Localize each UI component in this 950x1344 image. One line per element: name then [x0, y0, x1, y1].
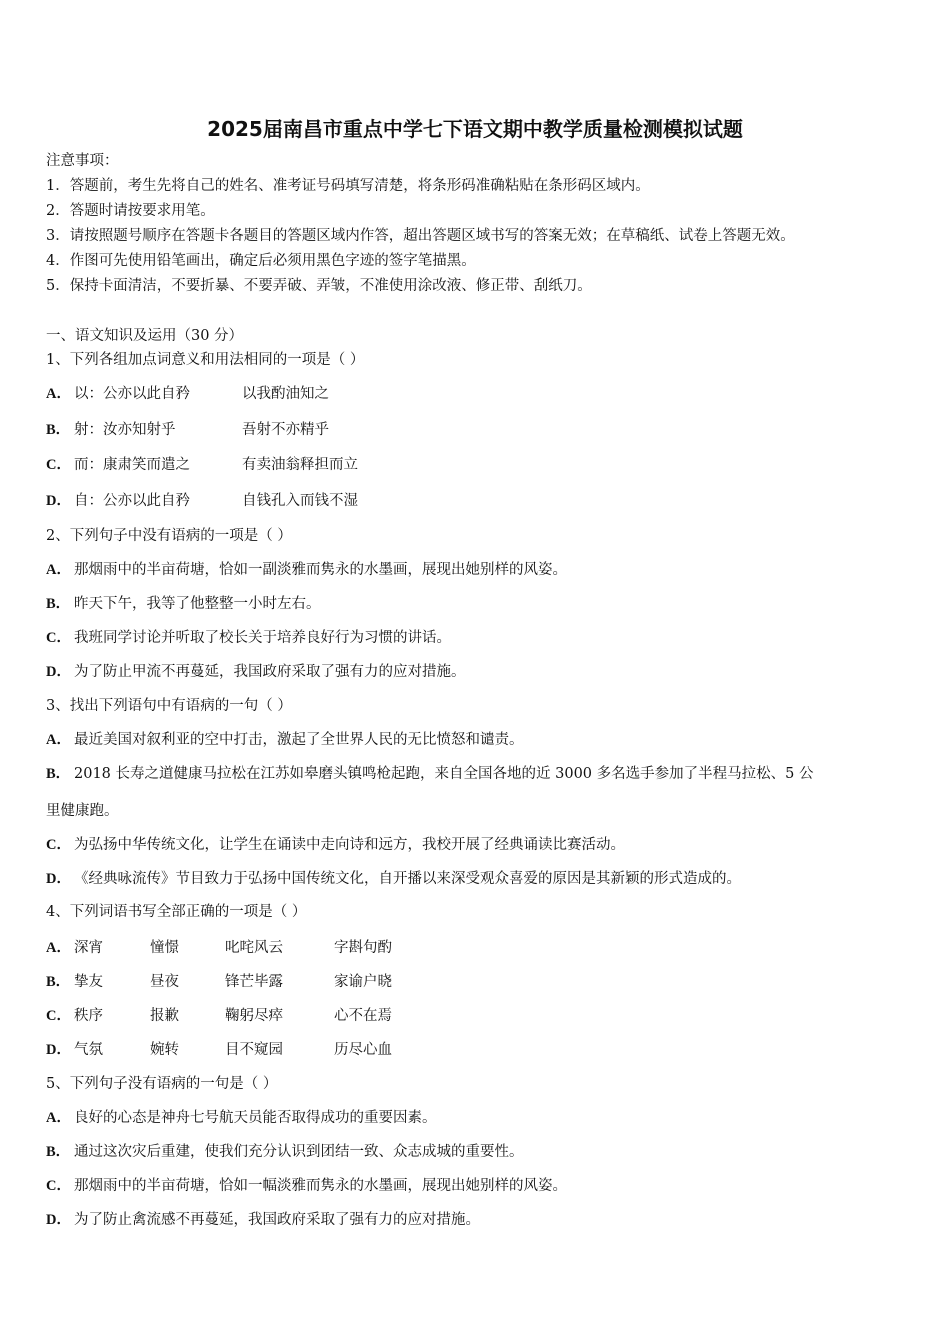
notice-item: 5．保持卡面清洁，不要折暴、不要弄破、弄皱，不准使用涂改液、修正带、刮纸刀。 [46, 278, 592, 294]
option-label: D． [46, 1042, 71, 1058]
word: 锋芒毕露 [225, 974, 283, 990]
option-label: B． [46, 596, 71, 612]
q3-option-a [46, 730, 524, 750]
q2-option-a [46, 560, 567, 580]
q4-option-c [46, 1006, 392, 1026]
notice-heading: 注意事项： [46, 153, 119, 169]
q4-option-a [46, 938, 392, 958]
option-label: A． [46, 940, 71, 956]
option-label: B． [46, 1144, 71, 1160]
option-text: 昨天下午，我等了他整整一小时左右。 [74, 596, 321, 612]
option-text: 《经典咏流传》节目致力于弘扬中国传统文化，自开播以来深受观众喜爱的原因是其新颖的形式造成的。 [74, 871, 741, 887]
q2-option-d [46, 662, 466, 682]
question-2-stem: 2、下列句子中没有语病的一项是（ ） [46, 528, 292, 544]
option-text: 良好的心态是神舟七号航天员能否取得成功的重要因素。 [74, 1110, 437, 1126]
question-4-stem: 4、下列词语书写全部正确的一项是（ ） [46, 904, 307, 920]
q4-option-d [46, 1040, 392, 1060]
option-left: 以：公亦以此自矜 [74, 386, 190, 402]
word: 历尽心血 [334, 1042, 392, 1058]
question-1-stem: 1、下列各组加点词意义和用法相同的一项是（ ） [46, 352, 365, 368]
notice-item: 4．作图可先使用铅笔画出，确定后必须用黑色字迹的签字笔描黑。 [46, 253, 476, 269]
q5-option-b [46, 1142, 524, 1162]
option-text: 我班同学讨论并听取了校长关于培养良好行为习惯的讲话。 [74, 630, 451, 646]
option-text: 那烟雨中的半亩荷塘，恰如一幅淡雅而隽永的水墨画，展现出她别样的风姿。 [74, 1178, 567, 1194]
q5-option-a [46, 1108, 437, 1128]
q1-option-c [46, 455, 358, 475]
option-label: A． [46, 562, 71, 578]
word: 深宵 [74, 940, 103, 956]
option-label: D． [46, 871, 71, 887]
option-label: D． [46, 664, 71, 680]
option-label: D． [46, 493, 71, 509]
option-label: B． [46, 766, 71, 782]
option-label: A． [46, 1110, 71, 1126]
q3-option-d [46, 869, 741, 889]
q1-option-d [46, 491, 358, 511]
option-label: A． [46, 732, 71, 748]
option-text: 最近美国对叙利亚的空中打击，激起了全世界人民的无比愤怒和谴责。 [74, 732, 524, 748]
word: 憧憬 [150, 940, 179, 956]
q5-option-c [46, 1176, 567, 1196]
word: 目不窥园 [225, 1042, 283, 1058]
q3-option-b-cont [46, 801, 119, 821]
option-label: C． [46, 1178, 71, 1194]
option-text: 2018 长寿之道健康马拉松在江苏如皋磨头镇鸣枪起跑，来自全国各地的近 3000 多名选手参加了半程马拉松、5 公 [74, 766, 814, 782]
word: 秩序 [74, 1008, 103, 1024]
q2-option-b [46, 594, 321, 614]
option-text: 为了防止甲流不再蔓延，我国政府采取了强有力的应对措施。 [74, 664, 466, 680]
word: 叱咤风云 [225, 940, 283, 956]
q3-option-c [46, 835, 625, 855]
word: 鞠躬尽瘁 [225, 1008, 283, 1024]
option-text: 里健康跑。 [46, 803, 119, 819]
option-text: 为弘扬中华传统文化，让学生在诵读中走向诗和远方，我校开展了经典诵读比赛活动。 [74, 837, 625, 853]
option-right: 自钱孔入而钱不湿 [242, 493, 358, 509]
word: 字斟句酌 [334, 940, 392, 956]
q5-option-d [46, 1210, 480, 1230]
option-right: 吾射不亦精乎 [242, 422, 329, 438]
section-heading: 一、语文知识及运用（30 分） [46, 328, 244, 344]
q2-option-c [46, 628, 451, 648]
word: 挚友 [74, 974, 103, 990]
word: 家谕户晓 [334, 974, 392, 990]
option-left: 自：公亦以此自矜 [74, 493, 190, 509]
word: 婉转 [150, 1042, 179, 1058]
question-5-stem: 5、下列句子没有语病的一句是（ ） [46, 1076, 278, 1092]
option-label: C． [46, 457, 71, 473]
option-label: B． [46, 422, 71, 438]
q3-option-b [46, 764, 813, 784]
option-text: 为了防止禽流感不再蔓延，我国政府采取了强有力的应对措施。 [74, 1212, 480, 1228]
q1-option-a [46, 384, 329, 404]
notice-item: 3．请按照题号顺序在答题卡各题目的答题区域内作答，超出答题区域书写的答案无效；在草稿纸、试卷上答题无效。 [46, 228, 795, 244]
option-left: 而：康肃笑而遣之 [74, 457, 190, 473]
option-label: D． [46, 1212, 71, 1228]
notice-item: 2．答题时请按要求用笔。 [46, 203, 215, 219]
option-right: 有卖油翁释担而立 [242, 457, 358, 473]
question-3-stem: 3、找出下列语句中有语病的一句（ ） [46, 698, 292, 714]
word: 报歉 [150, 1008, 179, 1024]
option-text: 通过这次灾后重建，使我们充分认识到团结一致、众志成城的重要性。 [74, 1144, 524, 1160]
option-label: C． [46, 837, 71, 853]
option-text: 那烟雨中的半亩荷塘，恰如一副淡雅而隽永的水墨画，展现出她别样的风姿。 [74, 562, 567, 578]
option-left: 射：汝亦知射乎 [74, 422, 176, 438]
option-label: A． [46, 386, 71, 402]
option-label: C． [46, 630, 71, 646]
q4-option-b [46, 972, 392, 992]
option-right: 以我酌油知之 [242, 386, 329, 402]
option-label: B． [46, 974, 71, 990]
word: 心不在焉 [334, 1008, 392, 1024]
notice-item: 1．答题前，考生先将自己的姓名、准考证号码填写清楚，将条形码准确粘贴在条形码区域内。 [46, 178, 650, 194]
q1-option-b [46, 420, 329, 440]
word: 气氛 [74, 1042, 103, 1058]
option-label: C． [46, 1008, 71, 1024]
page-title: 2025届南昌市重点中学七下语文期中教学质量检测模拟试题 [207, 117, 743, 141]
word: 昼夜 [150, 974, 179, 990]
